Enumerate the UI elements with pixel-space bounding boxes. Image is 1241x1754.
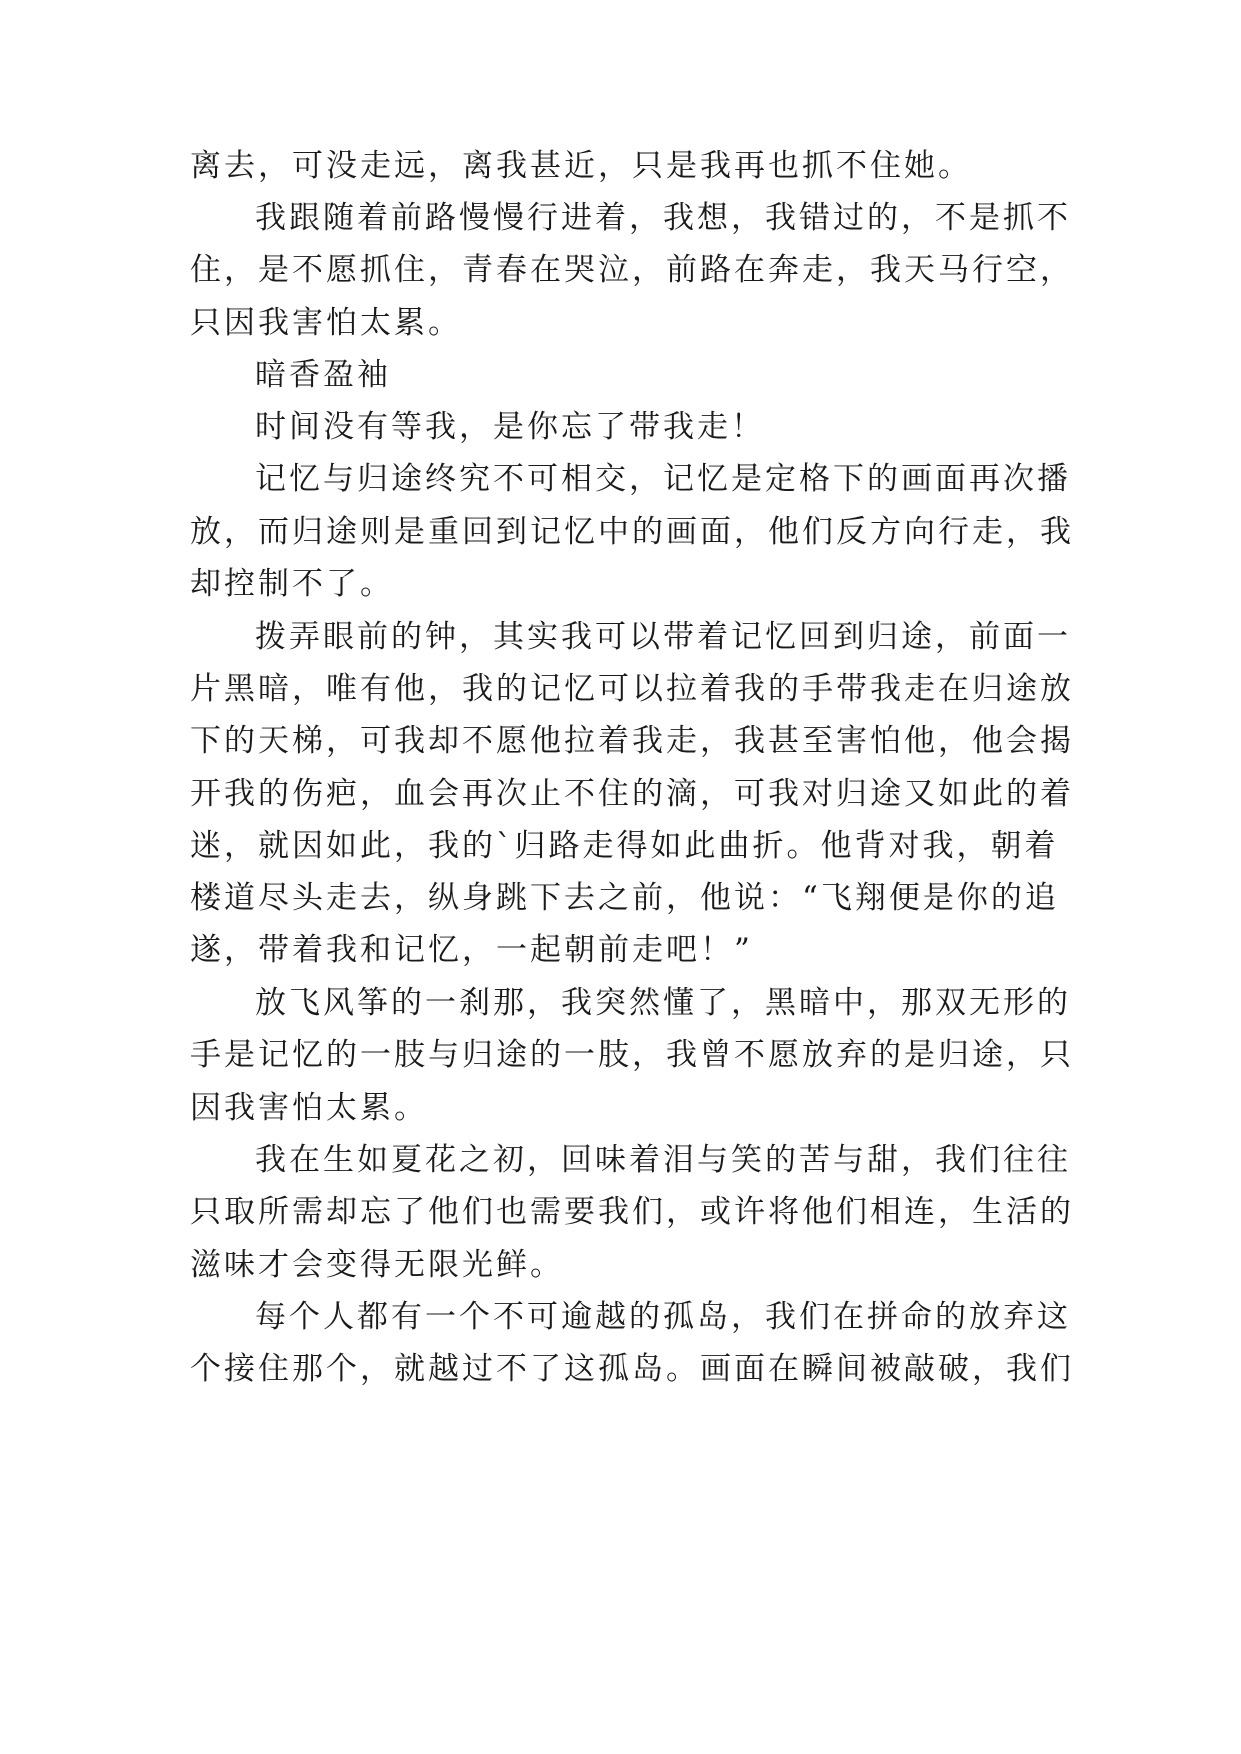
text-line: 我跟随着前路慢慢行进着，我想，我错过的，不是抓不 bbox=[255, 200, 1071, 236]
text-line: 只因我害怕太累。 bbox=[190, 305, 462, 341]
text-line: 只取所需却忘了他们也需要我们，或许将他们相连，生活的 bbox=[190, 1194, 1074, 1230]
text-line: 我在生如夏花之初，回味着泪与笑的苦与甜，我们往往 bbox=[255, 1142, 1071, 1178]
text-line: 下的天梯，可我却不愿他拉着我走，我甚至害怕他，他会揭 bbox=[190, 723, 1074, 759]
section-heading: 暗香盈袖 bbox=[255, 357, 391, 393]
text-line: 因我害怕太累。 bbox=[190, 1090, 428, 1126]
text-line: 记忆与归途终究不可相交，记忆是定格下的画面再次播 bbox=[255, 461, 1071, 497]
text-line: 放，而归途则是重回到记忆中的画面，他们反方向行走，我 bbox=[190, 514, 1074, 550]
text-line: 住，是不愿抓住，青春在哭泣，前路在奔走，我天马行空， bbox=[190, 252, 1074, 288]
text-line: 遂，带着我和记忆，一起朝前走吧！” bbox=[190, 932, 753, 968]
text-line: 放飞风筝的一刹那，我突然懂了，黑暗中，那双无形的 bbox=[255, 985, 1071, 1021]
text-line: 楼道尽头走去，纵身跳下去之前，他说：“飞翔便是你的追 bbox=[190, 880, 1059, 916]
text-line: 拨弄眼前的钟，其实我可以带着记忆回到归途，前面一 bbox=[255, 619, 1071, 655]
text-line: 时间没有等我，是你忘了带我走！ bbox=[255, 409, 765, 445]
text-line: 滋味才会变得无限光鲜。 bbox=[190, 1247, 564, 1283]
text-line: 个接住那个，就越过不了这孤岛。画面在瞬间被敲破，我们 bbox=[190, 1351, 1074, 1387]
text-line: 迷，就因如此，我的`归路走得如此曲折。他背对我，朝着 bbox=[190, 828, 1059, 864]
text-line: 手是记忆的一肢与归途的一肢，我曾不愿放弃的是归途，只 bbox=[190, 1037, 1074, 1073]
text-line: 每个人都有一个不可逾越的孤岛，我们在拼命的放弃这 bbox=[255, 1299, 1071, 1335]
text-line: 开我的伤疤，血会再次止不住的滴，可我对归途又如此的着 bbox=[190, 776, 1074, 812]
text-line: 离去，可没走远，离我甚近，只是我再也抓不住她。 bbox=[190, 148, 972, 184]
text-line: 却控制不了。 bbox=[190, 566, 394, 602]
text-line: 片黑暗，唯有他，我的记忆可以拉着我的手带我走在归途放 bbox=[190, 671, 1074, 707]
